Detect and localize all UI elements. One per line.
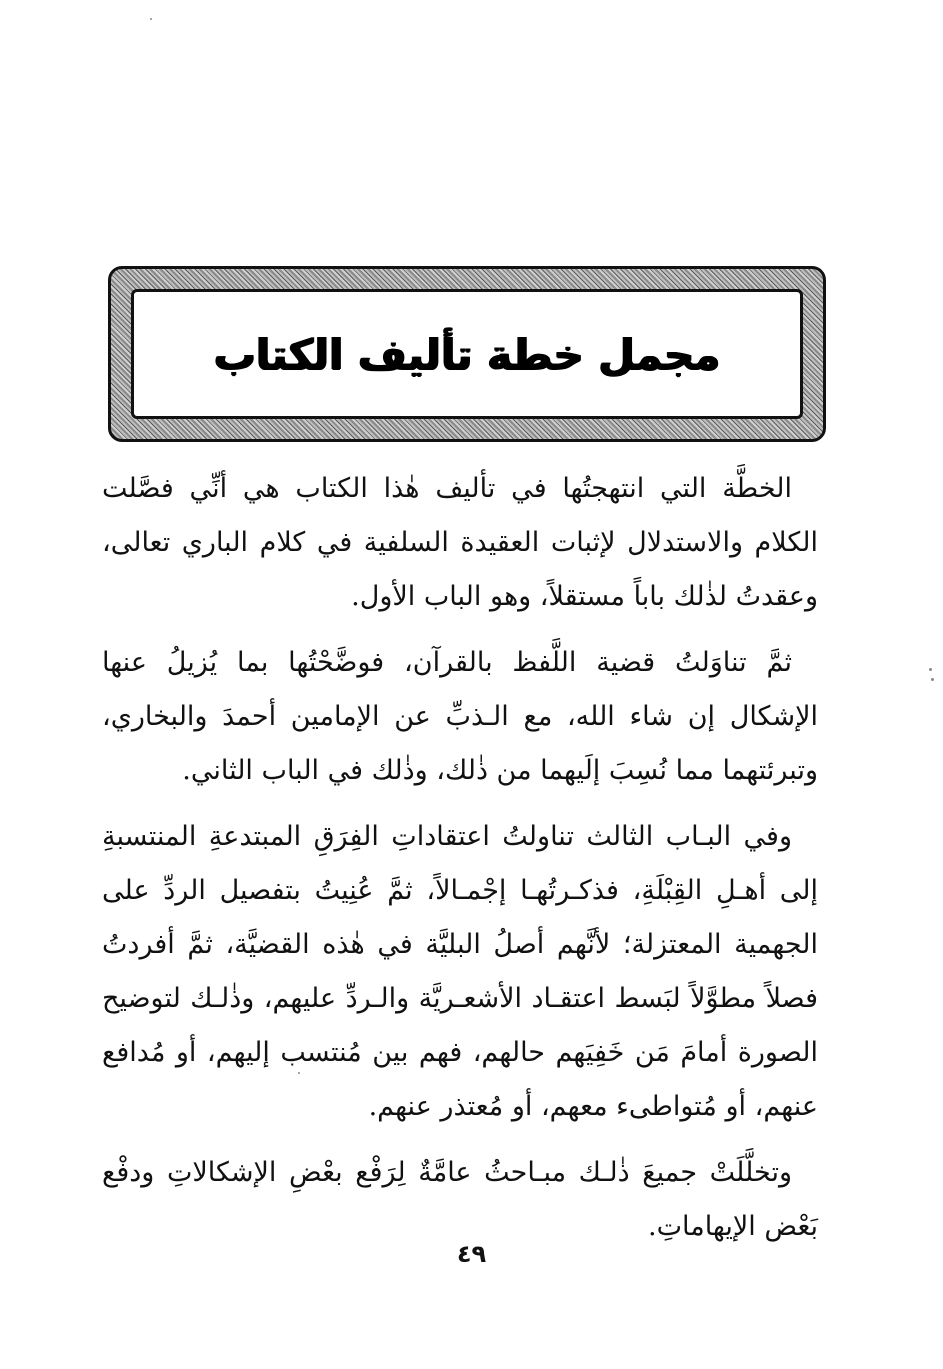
paragraph: وفي البـاب الثالث تناولتُ اعتقاداتِ الفِرَقِ المبتدعةِ المنتسبةِ إلى أهـلِ القِبْلَةِ، فذكـرتُهـا إجْمـالاً، ثمَّ عُنِيتُ بتفصيل الردِّ على الجهمية المعتزلة؛ لأنَّهم أصلُ البليَّة في هٰذه القضيَّة، ثمَّ أفردتُ فصلاً مطوَّلاً لبَسط اعتقـاد الأشعـريَّة والـردِّ عليهم، وذٰلـك لتوضيح الصورة أمامَ مَن خَفِيَهم حالهم، فهم بين مُنتسب إليهم، أو مُدافع عنهم، أو مُتواطىء معهم، أو مُعتذر عنهم. <box>102 821 818 1122</box>
scan-speck <box>931 678 934 681</box>
page-title: مجمل خطة تأليف الكتاب <box>213 329 721 379</box>
page-number: ٤٩ <box>456 1240 487 1268</box>
scan-speck <box>150 18 152 20</box>
paragraph: ثمَّ تناوَلتُ قضية اللَّفظ بالقرآن، فوضَّحْتُها بما يُزيلُ عنها الإشكال إن شاء الله، مع الـذبِّ عن الإمامين أحمدَ والبخاري، وتبرئتهما مما نُسِبَ إلَيهما من ذٰلك، وذٰلك في الباب الثاني. <box>102 647 818 786</box>
scan-speck <box>929 668 932 671</box>
paragraph: الخطَّة التي انتهجتُها في تأليف هٰذا الكتاب هي أنِّي فصَّلت الكلام والاستدلال لإثبات العقيدة السلفية في كلام الباري تعالى، وعقدتُ لذٰلك باباً مستقلاً، وهو الباب الأول. <box>102 473 818 612</box>
body-text <box>102 462 818 1266</box>
title-frame-inner <box>131 289 803 419</box>
paragraph: وتخلَّلَتْ جميعَ ذٰلـك مبـاحثُ عامَّةٌ لِرَفْع بعْضِ الإشكالاتِ ودفْع بَعْض الإيهاماتِ. <box>102 1157 818 1242</box>
title-frame <box>108 266 826 442</box>
